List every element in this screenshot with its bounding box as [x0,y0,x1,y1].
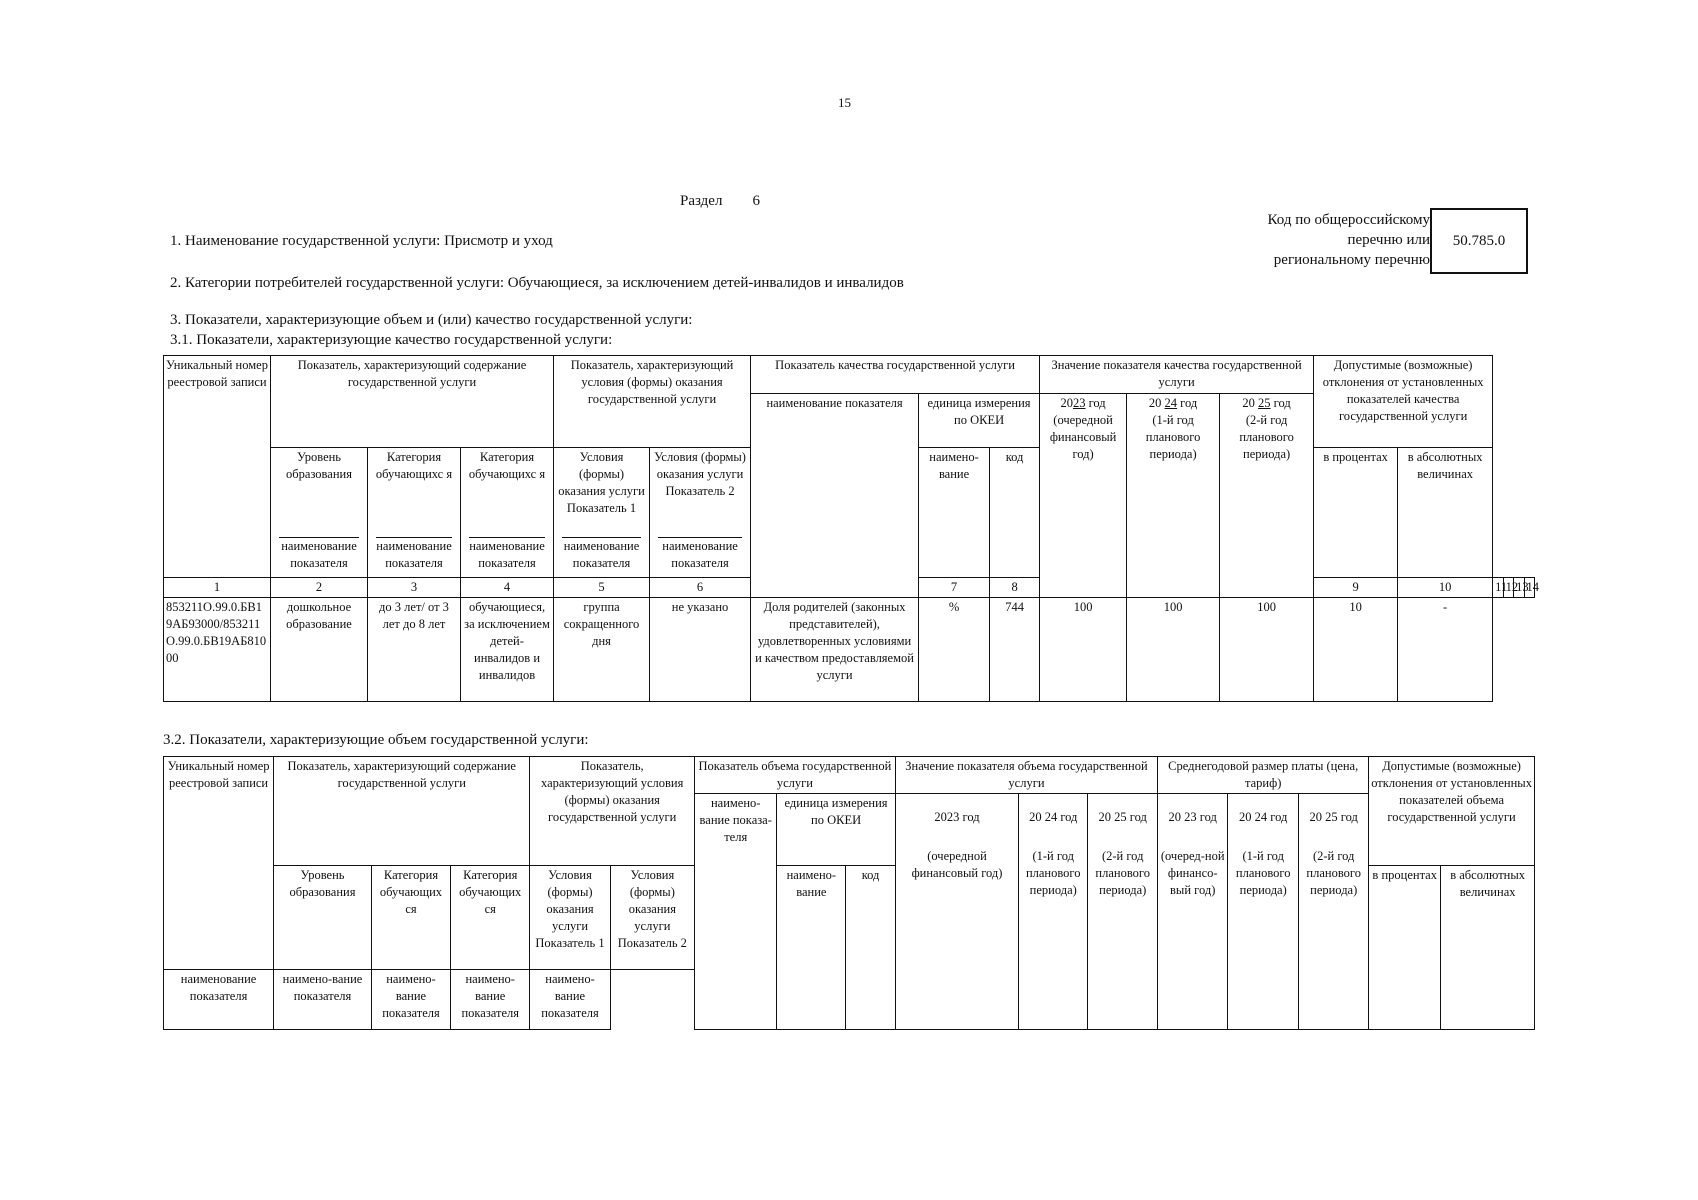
section-number: 6 [752,193,760,209]
t2-fy1-sub: (очеред-ной финансо-вый год) [1160,849,1225,897]
t1-sub-cond1-name: наименование показателя [563,539,640,570]
t1-row-value-1: 100 [1040,598,1127,702]
consumer-categories: 2. Категории потребителей государственной услуги: Обучающиеся, за исключением детей-инвалидов и инвалидов [170,275,904,291]
t1-sub-cat2-text: Категория обучающихс я [468,450,546,481]
t1-h-abs: в абсолютных величинах [1398,448,1493,578]
t1-row-category: обучающиеся, за исключением детей-инвалидов и инвалидов [461,598,554,702]
t2-fy2: 20 24 год [1239,810,1288,824]
t1-sub-cond1-text: Условия (формы) оказания услуги Показатель 1 [558,450,645,515]
t1-y3-pre: 20 [1242,396,1255,410]
t2-vy3-sub: (2-й год планового периода) [1095,849,1150,897]
t1-sub-cond2-text: Условия (формы) оказания услуги Показатель 2 [654,450,746,498]
t1-y2-sub: (1-й год планового периода) [1145,413,1201,461]
t1-sub-cat1 [368,448,461,578]
code-label-line-1: Код по общероссийскому [1267,212,1430,228]
t1-h-year-3 [1220,394,1314,598]
t1-row-level: дошкольное образование [271,598,368,702]
t2-sub-cat1: Категория обучающих ся [371,866,450,970]
t2-h-vy1 [895,794,1019,1030]
t2-h-fee: Среднегодовой размер платы (цена, тариф) [1158,757,1369,794]
t1-h-unit-code: код [990,448,1040,578]
service-name: 1. Наименование государственной услуги: Присмотр и уход [170,233,553,249]
volume-table [163,756,1535,1030]
t2-fy3: 20 25 год [1309,810,1358,824]
t1-sub-level-text: Уровень образования [286,450,352,481]
section-heading [680,193,760,210]
t2-h-value: Значение показателя объема государственной услуги [895,757,1157,794]
quality-heading: 3.1. Показатели, характеризующие качество государственной услуги: [170,332,613,348]
t1-h-content: Показатель, характеризующий содержание государственной услуги [271,356,554,448]
t2-h-deviation: Допустимые (возможные) отклонения от установленных показателей объема государственной услуги [1369,757,1535,866]
t2-sub-name-3: наимено-вание показателя [371,970,450,1030]
t1-sub-cond2 [650,448,751,578]
t1-num-3: 3 [368,578,461,598]
code-value: 50.785.0 [1452,232,1506,249]
t1-num-11: 11 [1493,578,1503,598]
t2-vy3: 20 25 год [1098,810,1147,824]
t1-row-abs: - [1398,598,1493,702]
t1-num-8: 8 [990,578,1040,598]
t2-h-content: Показатель, характеризующий содержание государственной услуги [274,757,530,866]
t2-h-abs: в абсолютных величинах [1441,866,1535,1030]
t2-h-vy3 [1088,794,1158,1030]
t1-num-5: 5 [554,578,650,598]
t2-sub-name-2: наимено-вание показателя [274,970,372,1030]
t1-row-cond2: не указано [650,598,751,702]
t2-sub-cat2: Категория обучающих ся [451,866,530,970]
t1-sub-level [271,448,368,578]
t1-h-value: Значение показателя качества государственной услуги [1040,356,1314,394]
t1-sub-cond2-name: наименование показателя [662,539,738,570]
t2-fy1: 20 23 год [1168,810,1217,824]
t1-h-year-2 [1127,394,1220,598]
volume-heading: 3.2. Показатели, характеризующие объем государственной услуги: [163,732,589,748]
t1-row-group: группа сокращенного дня [554,598,650,702]
t1-h-pct: в процентах [1314,448,1398,578]
t2-h-fy3 [1299,794,1369,1030]
code-value-box [1430,208,1528,274]
t2-h-conditions: Показатель, характеризующий условия (формы) оказания государственной услуги [530,757,695,866]
t1-sub-cat1-name: наименование показателя [376,539,452,570]
t1-y2-post: год [1180,396,1198,410]
t2-h-fy1 [1158,794,1228,1030]
t1-num-14: 14 [1524,578,1534,598]
t1-row-indicator: Доля родителей (законных представителей), удовлетворенных условиями и качеством предоставляемой услуги [751,598,919,702]
t2-sub-name-4: наимено-вание показателя [451,970,530,1030]
t2-h-fy2 [1228,794,1299,1030]
t2-vy2-sub: (1-й год планового периода) [1025,849,1081,897]
t2-vy1: 2023 год [934,810,980,824]
t1-h-quality: Показатель качества государственной услуги [751,356,1040,394]
t1-row-value-3: 100 [1220,598,1314,702]
t1-y3: 25 [1258,396,1271,410]
t1-sub-cat2 [461,448,554,578]
t2-sub-name-1: наименование показателя [164,970,274,1030]
t1-h-year-1 [1040,394,1127,598]
code-label-line-2: перечню или [1347,232,1430,248]
t1-num-10: 10 [1398,578,1493,598]
t1-y3-sub: (2-й год планового периода) [1239,413,1294,461]
t2-sub-name-5: наимено-вание показателя [530,970,610,1030]
t1-num-7: 7 [919,578,990,598]
t1-y1-post: год [1088,396,1106,410]
t2-vy2: 20 24 год [1029,810,1078,824]
page-number: 15 [838,95,851,110]
t1-y3-post: год [1273,396,1291,410]
code-label [1240,210,1430,270]
t1-num-9: 9 [1314,578,1398,598]
t1-y2-pre: 20 [1148,396,1162,410]
t2-h-unit-name: наимено-вание [777,866,846,1030]
t1-h-indicator-name: наименование показателя [751,394,919,598]
indicators-heading: 3. Показатели, характеризующие объем и (или) качество государственной услуги: [170,312,693,328]
t2-h-unit: единица измерения по ОКЕИ [777,794,895,866]
t2-fy3-sub: (2-й год планового периода) [1306,849,1361,897]
t1-row-age: до 3 лет/ от 3 лет до 8 лет [368,598,461,702]
t1-row-id: 853211О.99.0.БВ19АБ93000/853211О.99.0.БВ19АБ81000 [164,598,271,702]
quality-table [163,355,1540,702]
t2-h-vname: наимено-вание показа-теля [695,794,777,1030]
code-label-line-3: региональному перечню [1273,252,1430,268]
t2-h-vy2 [1019,794,1088,1030]
t2-sub-cond2: Условия (формы) оказания услуги Показатель 2 [610,866,694,970]
section-label: Раздел [680,193,723,209]
t1-sub-cond1 [554,448,650,578]
t1-num-12: 12 [1503,578,1513,598]
t1-row-pct: 10 [1314,598,1398,702]
t2-h-pct: в процентах [1369,866,1441,1030]
t2-sub-cond1: Условия (формы) оказания услуги Показатель 1 [530,866,610,970]
t1-num-6: 6 [650,578,751,598]
t1-num-4: 4 [461,578,554,598]
t1-y2: 24 [1164,396,1178,410]
t1-row-value-2: 100 [1127,598,1220,702]
t1-y1: 23 [1072,396,1086,410]
t2-sub-level: Уровень образования [274,866,372,970]
t1-h-deviation: Допустимые (возможные) отклонения от установленных показателей качества государственной услуги [1314,356,1493,448]
t1-row-code: 744 [990,598,1040,702]
t1-y1-sub: (очередной финансовый год) [1049,413,1117,461]
t2-vy1-sub: (очередной финансовый год) [911,849,1003,880]
t2-fy2-sub: (1-й год планового периода) [1235,849,1291,897]
t1-h-conditions: Показатель, характеризующий условия (формы) оказания государственной услуги [554,356,751,448]
t1-h-unit: единица измерения по ОКЕИ [919,394,1040,448]
t1-num-2: 2 [271,578,368,598]
t1-h-unique: Уникальный номер реестровой записи [164,356,271,578]
t1-sub-cat2-name: наименование показателя [469,539,545,570]
t1-sub-level-name: наименование показателя [281,539,357,570]
t1-row-unit: % [919,598,990,702]
t1-num-1: 1 [164,578,271,598]
t2-h-unique: Уникальный номер реестровой записи [164,757,274,970]
t1-data-row [164,598,1535,702]
t1-y1-pre: 20 [1060,396,1073,410]
t2-h-volume: Показатель объема государственной услуги [695,757,896,794]
t1-sub-cat1-text: Категория обучающихс я [375,450,453,481]
t1-num-13: 13 [1514,578,1524,598]
t1-h-unit-name: наимено-вание [919,448,990,578]
t2-h-unit-code: код [846,866,895,1030]
